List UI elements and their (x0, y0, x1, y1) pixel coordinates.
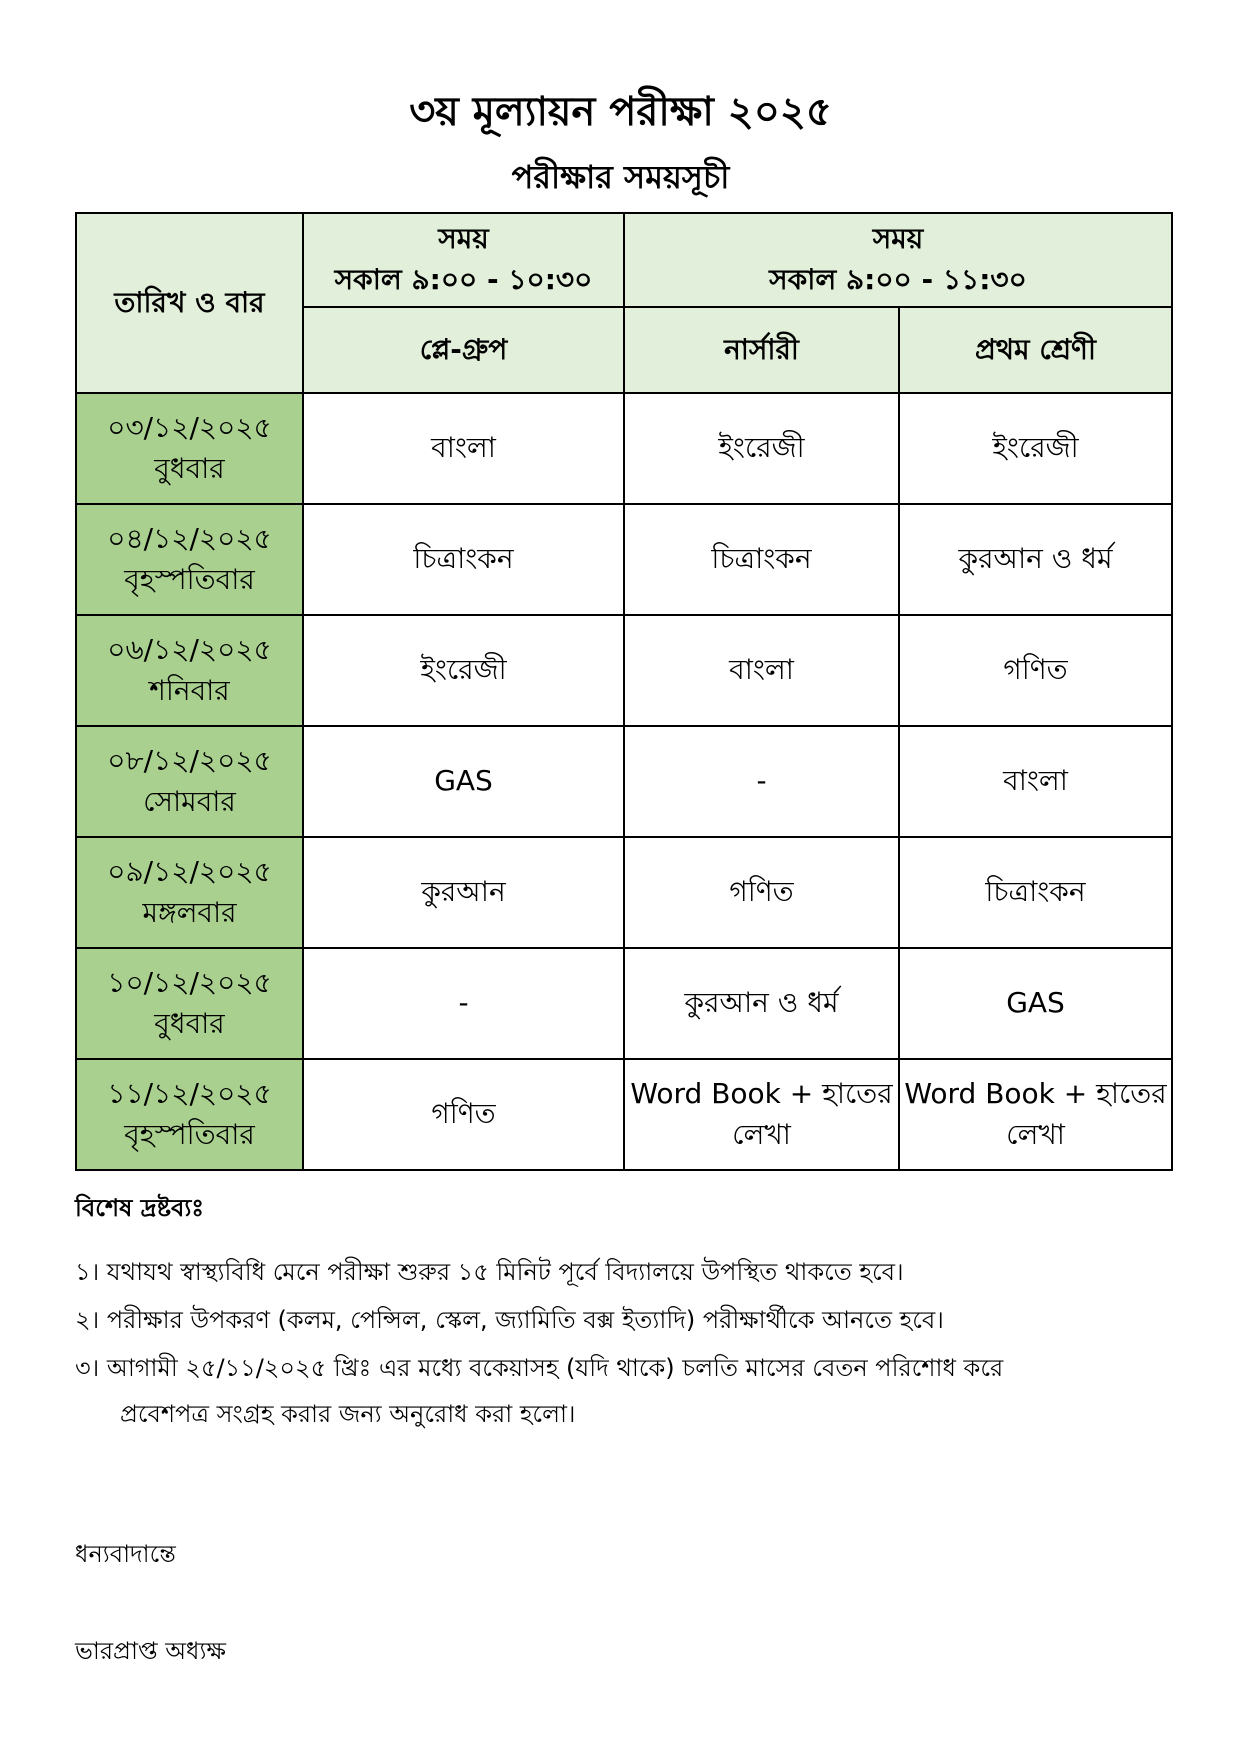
date-cell (76, 837, 303, 948)
subject-cell: GAS (303, 726, 624, 837)
subject-cell: ইংরেজী (899, 393, 1172, 504)
time-range: সকাল ৯:০০ - ১১:৩০ (769, 263, 1027, 296)
date-cell (76, 948, 303, 1059)
subject-cell: কুরআন ও ধর্ম (899, 504, 1172, 615)
subject-cell: Word Book + হাতের লেখা (624, 1059, 899, 1170)
weekday: বুধবার (154, 1006, 225, 1040)
note-text: ৩। আগামী ২৫/১১/২০২৫ খ্রিঃ এর মধ্যে বকেয়াসহ (যদি থাকে) চলতি মাসের বেতন পরিশোধ করে (75, 1354, 1004, 1382)
table-row (76, 948, 1172, 1059)
table-row (76, 393, 1172, 504)
signatory: ভারপ্রাপ্ত অধ্যক্ষ (75, 1637, 226, 1665)
table-row (76, 726, 1172, 837)
date-cell (76, 726, 303, 837)
page-title: ৩য় মূল্যায়ন পরীক্ষা ২০২৫ (409, 89, 832, 135)
table-row (76, 504, 1172, 615)
class-header-class-one: প্রথম শ্রেণী (899, 307, 1172, 393)
weekday: মঙ্গলবার (142, 895, 237, 929)
subject-cell: গণিত (899, 615, 1172, 726)
date: ০৮/১২/২০২৫ (107, 743, 272, 777)
table-row (76, 615, 1172, 726)
note-text-continued: প্রবেশপত্র সংগ্রহ করার জন্য অনুরোধ করা হলো। (120, 1399, 576, 1428)
notes-title: বিশেষ দ্রষ্টব্যঃ (75, 1194, 205, 1222)
subject-cell: চিত্রাংকন (899, 837, 1172, 948)
subject-cell: বাংলা (624, 615, 899, 726)
time-header-1 (303, 213, 624, 307)
subject-cell: GAS (899, 948, 1172, 1059)
date-cell (76, 615, 303, 726)
exam-schedule-table (75, 212, 1173, 1171)
date: ০৬/১২/২০২৫ (107, 632, 272, 666)
time-range: সকাল ৯:০০ - ১০:৩০ (334, 263, 593, 296)
class-header-nursery: নার্সারী (624, 307, 899, 393)
note-text: ১। যথাযথ স্বাস্থ্যবিধি মেনে পরীক্ষা শুরুর ১৫ মিনিট পূর্বে বিদ্যালয়ে উপস্থিত থাকতে হবে। (75, 1258, 904, 1286)
time-label: সময় (872, 222, 924, 256)
subject-cell: গণিত (303, 1059, 624, 1170)
date-cell (76, 504, 303, 615)
date: ০৩/১২/২০২৫ (107, 410, 272, 444)
subject-cell: বাংলা (899, 726, 1172, 837)
note-item (75, 1298, 1175, 1344)
weekday: বৃহস্পতিবার (124, 562, 255, 596)
note-item (75, 1346, 1175, 1437)
weekday: সোমবার (143, 784, 236, 818)
date-day-header: তারিখ ও বার (76, 213, 303, 393)
table-row (76, 837, 1172, 948)
date: ১১/১২/২০২৫ (107, 1076, 272, 1110)
subject-cell: গণিত (624, 837, 899, 948)
subject-cell: - (303, 948, 624, 1059)
subject-cell: ইংরেজী (624, 393, 899, 504)
subject-cell: - (624, 726, 899, 837)
date: ০৪/১২/২০২৫ (107, 521, 272, 555)
date-cell (76, 393, 303, 504)
weekday: বৃহস্পতিবার (124, 1117, 255, 1151)
class-header-playgroup: প্লে-গ্রুপ (303, 307, 624, 393)
subject-cell: বাংলা (303, 393, 624, 504)
subject-cell: Word Book + হাতের লেখা (899, 1059, 1172, 1170)
subject-cell: চিত্রাংকন (303, 504, 624, 615)
time-label: সময় (438, 222, 489, 256)
date: ১০/১২/২০২৫ (107, 965, 272, 999)
weekday: শনিবার (149, 673, 230, 707)
note-item (75, 1250, 1175, 1296)
subject-cell: কুরআন (303, 837, 624, 948)
date: ০৯/১২/২০২৫ (107, 854, 272, 888)
date-cell (76, 1059, 303, 1170)
weekday: বুধবার (154, 451, 225, 485)
closing-text: ধন্যবাদান্তে (75, 1540, 176, 1568)
subject-cell: চিত্রাংকন (624, 504, 899, 615)
subject-cell: কুরআন ও ধর্ম (624, 948, 899, 1059)
subject-cell: ইংরেজী (303, 615, 624, 726)
note-text: ২। পরীক্ষার উপকরণ (কলম, পেন্সিল, স্কেল, জ্যামিতি বক্স ইত্যাদি) পরীক্ষার্থীকে আনতে হবে। (75, 1306, 944, 1334)
page-subtitle: পরীক্ষার সময়সূচী (511, 158, 730, 196)
table-row (76, 1059, 1172, 1170)
time-header-2 (624, 213, 1172, 307)
